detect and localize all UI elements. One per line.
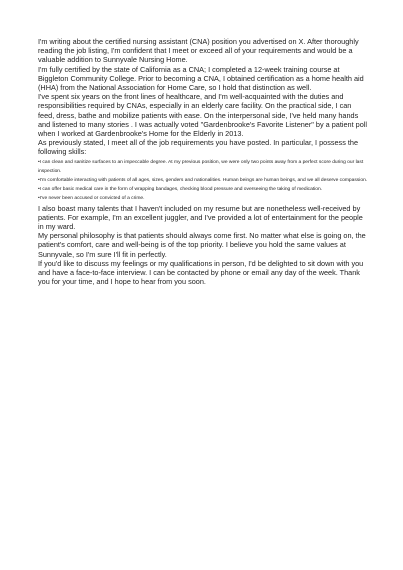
skill-item-sanitation: •I can clean and sanitize surfaces to an impeccable degree. At my previous position, we were only two points away from a perfect score during our last inspection. (38, 159, 364, 174)
paragraph-skills-intro: As previously stated, I meet all of the job requirements you have posted. In particular, I possess the following skills: (38, 138, 359, 157)
paragraph-intro: I'm writing about the certified nursing assistant (CNA) position you advertised on X. After thoroughly reading the job listing, I'm confident that I meet or exceed all of your requirements and would be a valuable addition to Sunnyvale Nursing Home. (38, 37, 359, 65)
skill-item-record: •I've never been accused or convicted of a crime. (38, 196, 145, 202)
paragraph-closing: If you'd like to discuss my feelings or my qualifications in person, I'd be delighted to sit down with you and have a face-to-face interview. I can be contacted by phone or email any day of the week. Thank you for your time, and I hope to hear from you soon. (38, 258, 364, 287)
paragraph-experience: I've spent six years on the front lines of healthcare, and I'm well-acquainted with the duties and responsibilities required by CNAs, especially in an elderly care facility. On the practical side, I can feed, dress, bathe and mobilize patients with ease. On the interpersonal side, I've held many hands and listened to many stories . I was actually voted "Gardenbrooke's Favorite Listener" by a patient poll when I worked at Gardenbrooke's Home for the Elderly in 2013. (38, 92, 368, 139)
paragraph-certification: I'm fully certified by the state of California as a CNA; I completed a 12-week training course at Biggleton Community College. Prior to becoming a CNA, I obtained certification as a home health aid (HHA) from the National Association for Home Care, so I hold that distinction as well. (38, 64, 364, 93)
skills-list (38, 158, 368, 204)
paragraph-philosophy: My personal philosophy is that patients should always come first. No matter what else is going on, the patient's comfort, care and well-being is of the top priority. I believe you hold the same values at Sunnyvale, so I'm sure I'll fit in perfectly. (38, 231, 366, 259)
letter-body (38, 37, 368, 286)
skill-item-medical-care: •I can offer basic medical care in the form of wrapping bandages, checking blood pressure and overseeing the taking of medication. (38, 187, 323, 193)
skill-item-interaction: •I'm comfortable interacting with patients of all ages, sizes, genders and nationalities. Human beings are human beings, and we all deserve compassion. (38, 178, 368, 184)
paragraph-talents: I also boast many talents that I haven't included on my resume but are nonetheless well-received by patients. For example, I'm an excellent juggler, and I've provided a lot of entertainment for the people in my ward. (38, 203, 363, 232)
